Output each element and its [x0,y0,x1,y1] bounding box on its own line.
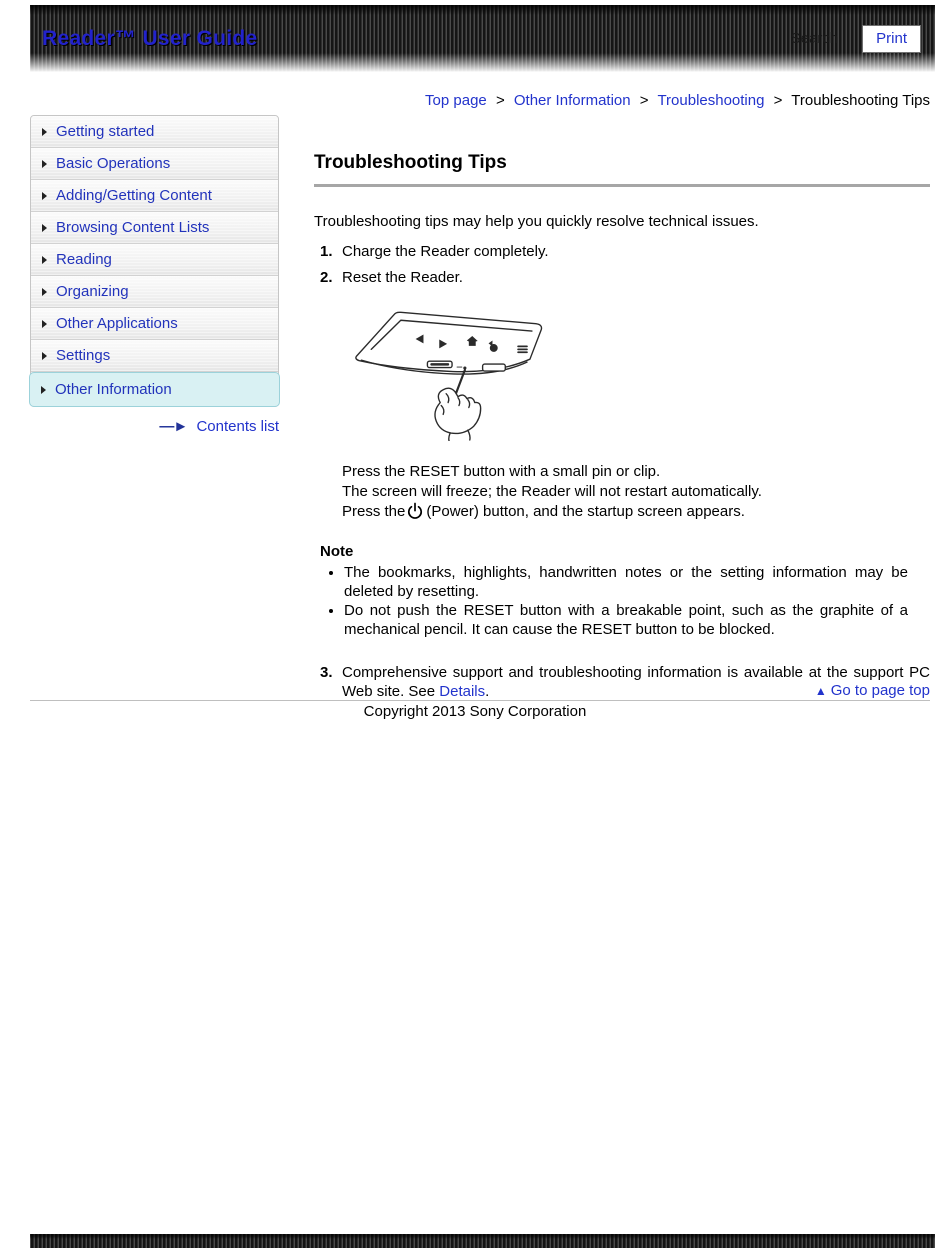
reset-line-1: Press the RESET button with a small pin or clip. [342,463,661,480]
chevron-right-icon [41,386,46,394]
note-title: Note [320,543,354,560]
title-divider [314,184,930,187]
sidebar-item-label: Other Applications [56,315,178,332]
sidebar-item-label: Other Information [55,381,172,398]
sidebar-item-reading[interactable] [31,244,278,276]
print-button[interactable]: Print [862,25,921,53]
note-item: • Do not push the RESET button with a breakable point, such as the graphite of a mechanical pencil. It can cause the RESET button to be blocked. [344,601,908,639]
note-item: • The bookmarks, highlights, handwritten notes or the setting information may be deleted by resetting. [344,563,908,601]
go-to-page-top-link[interactable]: ▲ Go to page top [814,682,930,699]
power-icon [407,502,423,519]
breadcrumb-link-other-information[interactable]: Other Information [513,92,631,109]
step-text: Reset the Reader. [342,269,463,286]
sidebar-item-organizing[interactable] [31,276,278,308]
step-2 [314,268,930,522]
breadcrumb [425,92,930,109]
breadcrumb-separator: > [639,92,649,109]
sidebar-item-label: Getting started [56,123,155,140]
step-text: Comprehensive support and troubleshooting information is available at the support PC Web site. See Details. [342,664,930,700]
breadcrumb-separator: > [495,92,505,109]
sidebar-item-adding-getting-content[interactable] [31,180,278,212]
sidebar-nav [30,115,279,407]
step-1 [314,242,930,261]
contents-list-row [30,418,279,435]
step-text: Charge the Reader completely. [342,243,549,260]
up-triangle-icon: ▲ [814,684,827,698]
sidebar-item-label: Browsing Content Lists [56,219,210,236]
sidebar-item-label: Organizing [56,283,129,300]
sidebar-item-label: Reading [56,251,112,268]
reset-instructions [342,462,930,522]
page-title: Troubleshooting Tips [314,152,507,173]
long-arrow-right-icon: —► [159,418,188,435]
reset-line-2: The screen will freeze; the Reader will not restart automatically. [342,483,762,500]
chevron-right-icon [42,160,47,168]
main-content [314,150,930,708]
chevron-right-icon [42,256,47,264]
chevron-right-icon [42,320,47,328]
sidebar-item-label: Adding/Getting Content [56,187,212,204]
sidebar-item-label: Settings [56,347,111,364]
breadcrumb-link-troubleshooting[interactable]: Troubleshooting [657,92,765,109]
chevron-right-icon [42,288,47,296]
header-actions [791,25,935,53]
copyright-text: Copyright 2013 Sony Corporation [363,703,587,720]
chevron-right-icon [42,224,47,232]
sidebar-item-label: Basic Operations [56,155,171,172]
bottom-bar [30,1234,935,1248]
sidebar-item-browsing-content-lists[interactable] [31,212,278,244]
breadcrumb-link-top-page[interactable]: Top page [425,92,487,109]
details-link[interactable]: Details [439,683,486,700]
app-title: Reader™ User Guide [42,26,258,50]
chevron-right-icon [42,128,47,136]
note-block [320,542,908,639]
step-number: 2. [320,269,333,286]
reset-line-3: Press the (Power) button, and the startup screen appears. [342,503,745,520]
footer-divider [30,700,930,701]
note-list [320,563,908,639]
chevron-right-icon [42,192,47,200]
sidebar-item-settings[interactable] [31,340,278,372]
sidebar-item-other-information[interactable] [29,372,280,407]
contents-list-link[interactable]: Contents list [196,418,279,435]
reset-button-illustration [342,303,570,446]
chevron-right-icon [42,352,47,360]
intro-text: Troubleshooting tips may help you quickly resolve technical issues. [314,213,759,230]
search-link[interactable]: Search [790,30,839,47]
breadcrumb-current-page: Troubleshooting Tips [791,92,930,109]
sidebar-item-basic-operations[interactable] [31,148,278,180]
sidebar-item-getting-started[interactable] [31,116,278,148]
header-bar [30,5,935,72]
step-number: 1. [320,243,333,260]
step-number: 3. [320,664,333,681]
sidebar-item-other-applications[interactable] [31,308,278,340]
breadcrumb-separator: > [773,92,783,109]
